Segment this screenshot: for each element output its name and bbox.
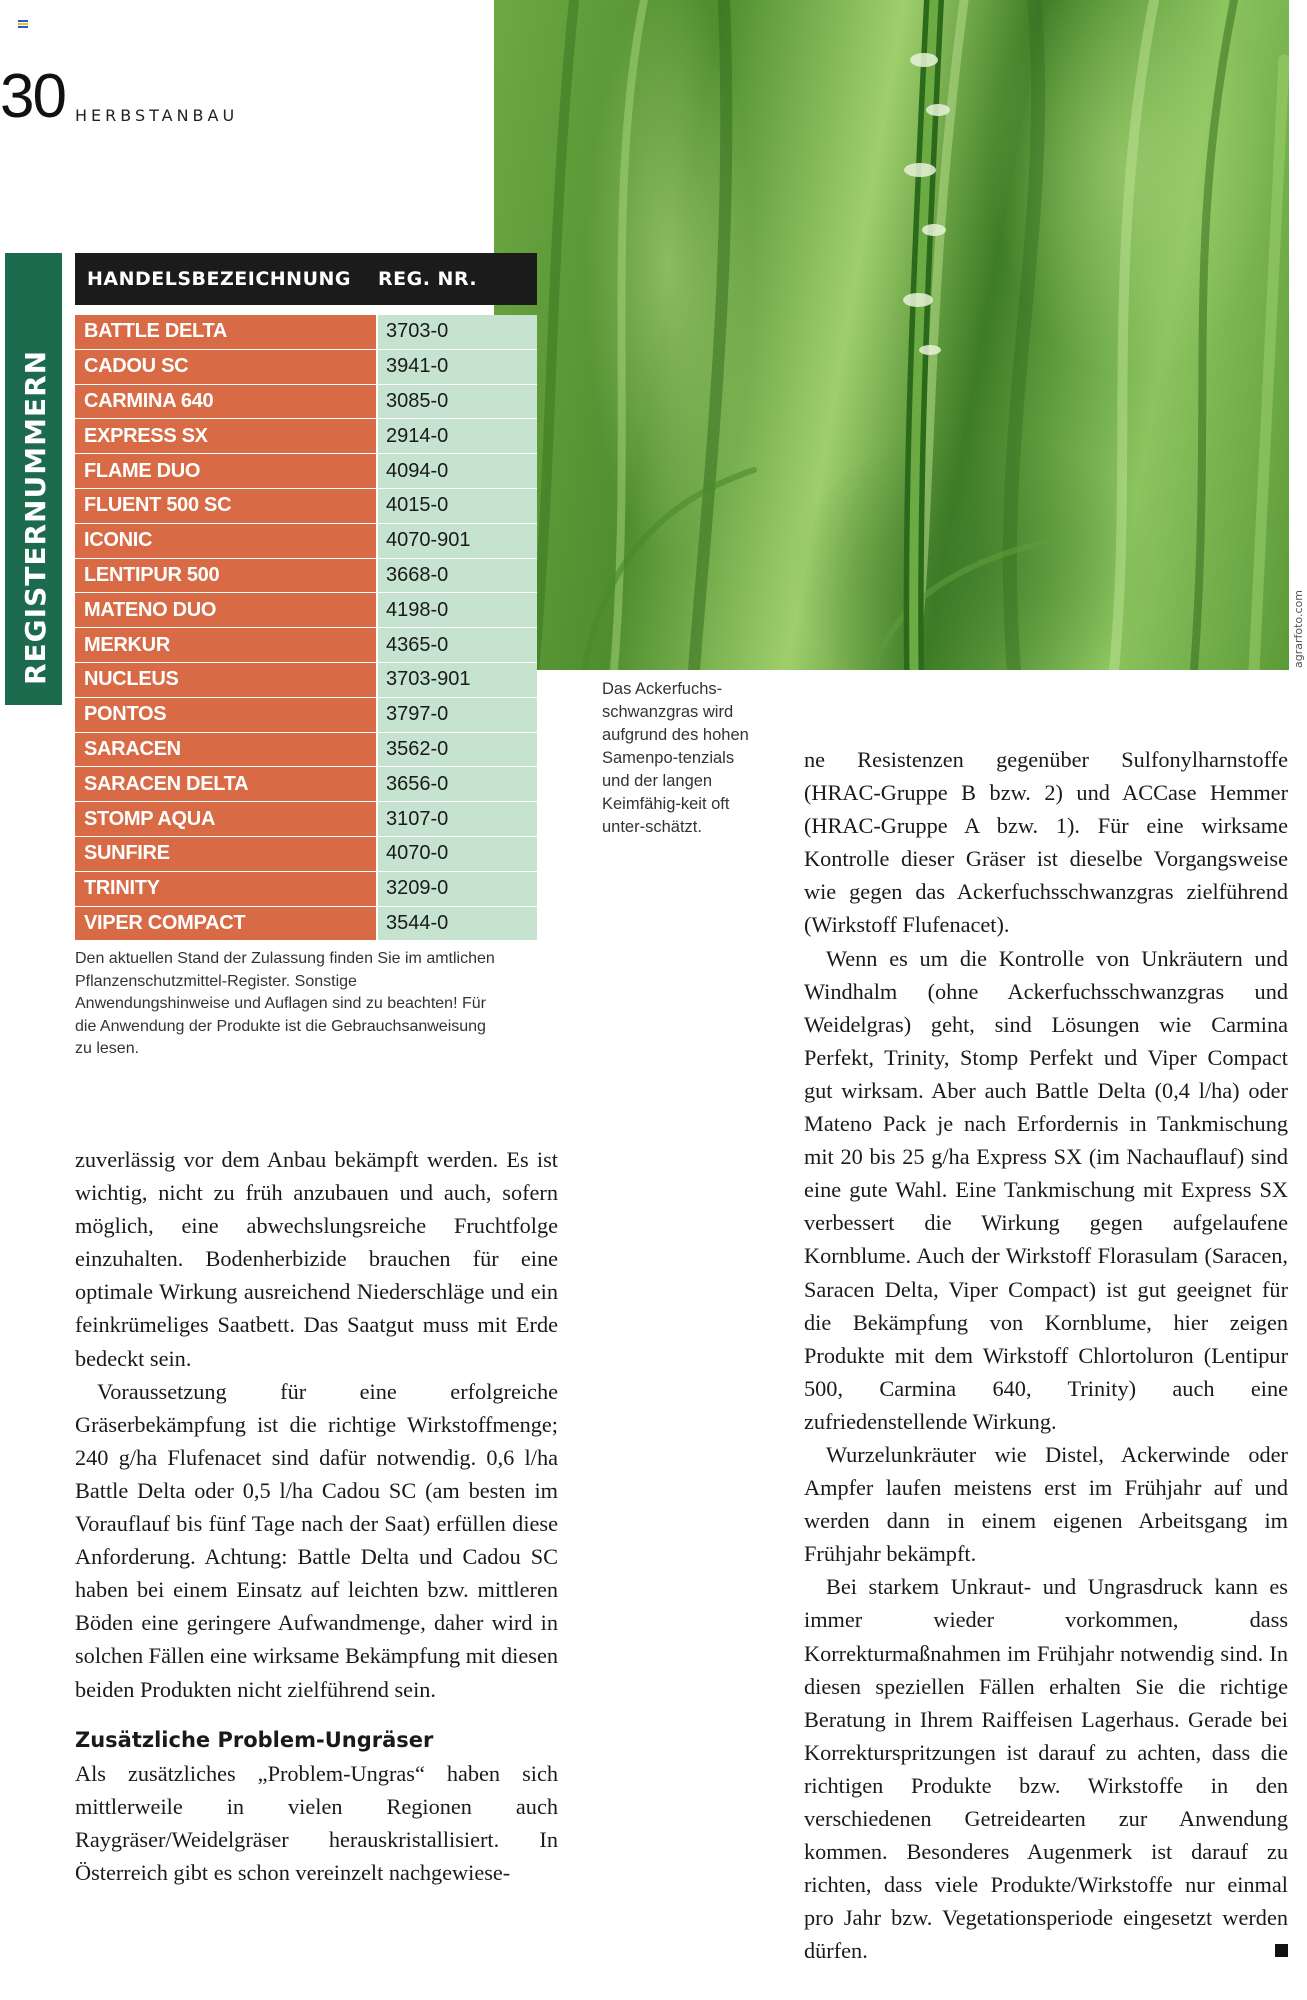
product-name: VIPER COMPACT [75, 907, 378, 941]
paragraph: Als zusätzliches „Problem-Ungras“ haben sich mittlerweile in vielen Regionen auch Raygräser/Weidelgräser herauskristallisiert. In Österreich gibt es schon vereinzelt nachgewiese- [75, 1760, 558, 1885]
reg-number: 3941-0 [378, 350, 537, 384]
photo-credit: agrarfoto.com [1292, 590, 1305, 668]
table-row [75, 663, 537, 698]
section-title: HERBSTANBAU [75, 106, 239, 125]
reg-number: 4198-0 [378, 593, 537, 627]
product-name: SUNFIRE [75, 837, 378, 871]
reg-number: 4070-901 [378, 524, 537, 558]
reg-number: 3656-0 [378, 767, 537, 801]
table-row [75, 733, 537, 768]
reg-number: 4365-0 [378, 628, 537, 662]
product-name: LENTIPUR 500 [75, 559, 378, 593]
table-row [75, 698, 537, 733]
reg-number: 3703-0 [378, 315, 537, 349]
vertical-label-text: REGISTERNUMMERN [19, 349, 52, 685]
vertical-section-label [5, 253, 62, 705]
product-name: CADOU SC [75, 350, 378, 384]
table-row [75, 489, 537, 524]
paragraph: Voraussetzung für eine erfolgreiche Gräserbekämpfung ist die richtige Wirkstoffmenge; 240 g/ha Flufenacet sind dafür notwendig. 0,6 l/ha Battle Delta oder 0,5 l/ha Cadou SC (am besten im Vorauflauf bis fünf Tage nach der Saat) erfüllen diese Anforderung. Achtung: Battle Delta und Cadou SC haben bei einem Einsatz auf leichten bzw. mittleren Böden eine geringere Aufwandmenge, daher wird in solchen Fällen eine wirksame Bekämpfung mit diesen beiden Produkten nicht zielführend sein. [75, 1378, 558, 1702]
reg-number: 3703-901 [378, 663, 537, 697]
paragraph: Wurzelunkräuter wie Distel, Ackerwinde oder Ampfer laufen meistens erst im Frühjahr auf und werden dann in einem eigenen Arbeitsgang im Frühjahr bekämpft. [804, 1441, 1288, 1567]
table-row [75, 350, 537, 385]
table-note: Den aktuellen Stand der Zulassung finden Sie im amtlichen Pflanzenschutzmittel-Register. Sonstige Anwendungshinweise und Auflagen sind zu beachten! Für die Anwendung der Produkte ist die Gebrauchsanweisung zu lesen. [75, 950, 495, 1057]
product-name: FLUENT 500 SC [75, 489, 378, 523]
product-name: NUCLEUS [75, 663, 378, 697]
table-row [75, 837, 537, 872]
paragraph: ne Resistenzen gegenüber Sulfonylharnstoffe (HRAC-Gruppe B bzw. 2) und ACCase Hemmer (HRAC-Gruppe A bzw. 1). Für eine wirksame Kontrolle dieser Gräser ist dieselbe Vorgangsweise wie gegen das Ackerfuchsschwanzgras zielführend (Wirkstoff Flufenacet). [804, 747, 1288, 938]
reg-number: 3668-0 [378, 559, 537, 593]
reg-number: 3107-0 [378, 802, 537, 836]
table-row [75, 559, 537, 594]
product-name: SARACEN DELTA [75, 767, 378, 801]
product-name: FLAME DUO [75, 454, 378, 488]
column-header-name: HANDELSBEZEICHNUNG [87, 268, 352, 290]
table-row [75, 315, 537, 350]
table-row [75, 802, 537, 837]
reg-number: 4015-0 [378, 489, 537, 523]
paragraph: zuverlässig vor dem Anbau bekämpft werden. Es ist wichtig, nicht zu früh anzubauen und auch, sofern möglich, eine abwechslungsreiche Fruchtfolge einzuhalten. Bodenherbizide brauchen für eine optimale Wirkung ausreichend Niederschläge und ein feinkrümeliges Saatbett. Das Saatgut muss mit Erde bedeckt sein. [75, 1147, 558, 1371]
table-row [75, 907, 537, 942]
end-mark-icon [1275, 1944, 1288, 1957]
reg-number: 3085-0 [378, 385, 537, 419]
product-name: PONTOS [75, 698, 378, 732]
reg-number: 3562-0 [378, 733, 537, 767]
table-row [75, 524, 537, 559]
paragraph-text: Bei starkem Unkraut- und Ungrasdruck kann es immer wieder vorkommen, dass Korrekturmaßnahmen im Frühjahr notwendig sind. In diesen speziellen Fällen erhalten Sie die richtige Beratung in Ihrem Raiffeisen Lagerhaus. Gerade bei Korrekturspritzungen ist darauf zu achten, dass die richtigen Produkte bzw. Wirkstoffe in den verschiedenen Getreidearten zur Anwendung kommen. Besonderes Augenmerk ist darauf zu richten, dass viele Produkte/Wirkstoffe nur einmal pro Jahr bzw. Vegetationsperiode eingesetzt werden dürfen. [804, 1574, 1288, 1964]
product-name: TRINITY [75, 872, 378, 906]
photo-caption: Das Ackerfuchs-schwanzgras wird aufgrund des hohen Samenpo-tenzials und der langen Keimfähig-keit oft unter-schätzt. [602, 680, 749, 836]
table-row [75, 385, 537, 420]
registration-table [75, 253, 537, 941]
article-column-right [804, 743, 1288, 1967]
product-name: BATTLE DELTA [75, 315, 378, 349]
product-name: ICONIC [75, 524, 378, 558]
table-row [75, 454, 537, 489]
reg-number: 3544-0 [378, 907, 537, 941]
article-column-left [75, 1143, 558, 1889]
reg-number: 4094-0 [378, 454, 537, 488]
reg-number: 2914-0 [378, 419, 537, 453]
page-number: 30 [0, 62, 65, 131]
reg-number: 4070-0 [378, 837, 537, 871]
table-row [75, 767, 537, 802]
paragraph [804, 1570, 1288, 1967]
paragraph: Wenn es um die Kontrolle von Unkräutern und Windhalm (ohne Ackerfuchsschwanzgras und Weidelgras) geht, sind Lösungen wie Carmina Perfekt, Trinity, Stomp Perfekt und Viper Compact gut wirksam. Aber auch Battle Delta (0,4 l/ha) oder Mateno Pack je nach Erfordernis in Tankmischung mit 20 bis 25 g/ha Express SX (im Nachauflauf) sind eine gute Wahl. Eine Tankmischung mit Express SX verbessert die Wirkung gegen aufgelaufene Kornblume. Auch der Wirkstoff Florasulam (Saracen, Saracen Delta, Viper Compact) ist gut geeignet für die Bekämpfung von Kornblume, hier zeigen Produkte mit dem Wirkstoff Chlortoluron (Lentipur 500, Carmina 640, Trinity) auch eine zufriedenstellende Wirkung. [804, 945, 1288, 1434]
flag-icon [18, 20, 28, 27]
table-header [75, 253, 537, 305]
product-name: CARMINA 640 [75, 385, 378, 419]
reg-number: 3797-0 [378, 698, 537, 732]
product-name: STOMP AQUA [75, 802, 378, 836]
product-name: MERKUR [75, 628, 378, 662]
table-row [75, 419, 537, 454]
column-header-reg: REG. NR. [378, 268, 478, 290]
table-row [75, 628, 537, 663]
product-name: MATENO DUO [75, 593, 378, 627]
product-name: EXPRESS SX [75, 419, 378, 453]
subheading: Zusätzliche Problem-Ungräser [75, 1727, 434, 1752]
table-row [75, 872, 537, 907]
table-row [75, 593, 537, 628]
product-name: SARACEN [75, 733, 378, 767]
reg-number: 3209-0 [378, 872, 537, 906]
grass-photo [494, 0, 1289, 670]
